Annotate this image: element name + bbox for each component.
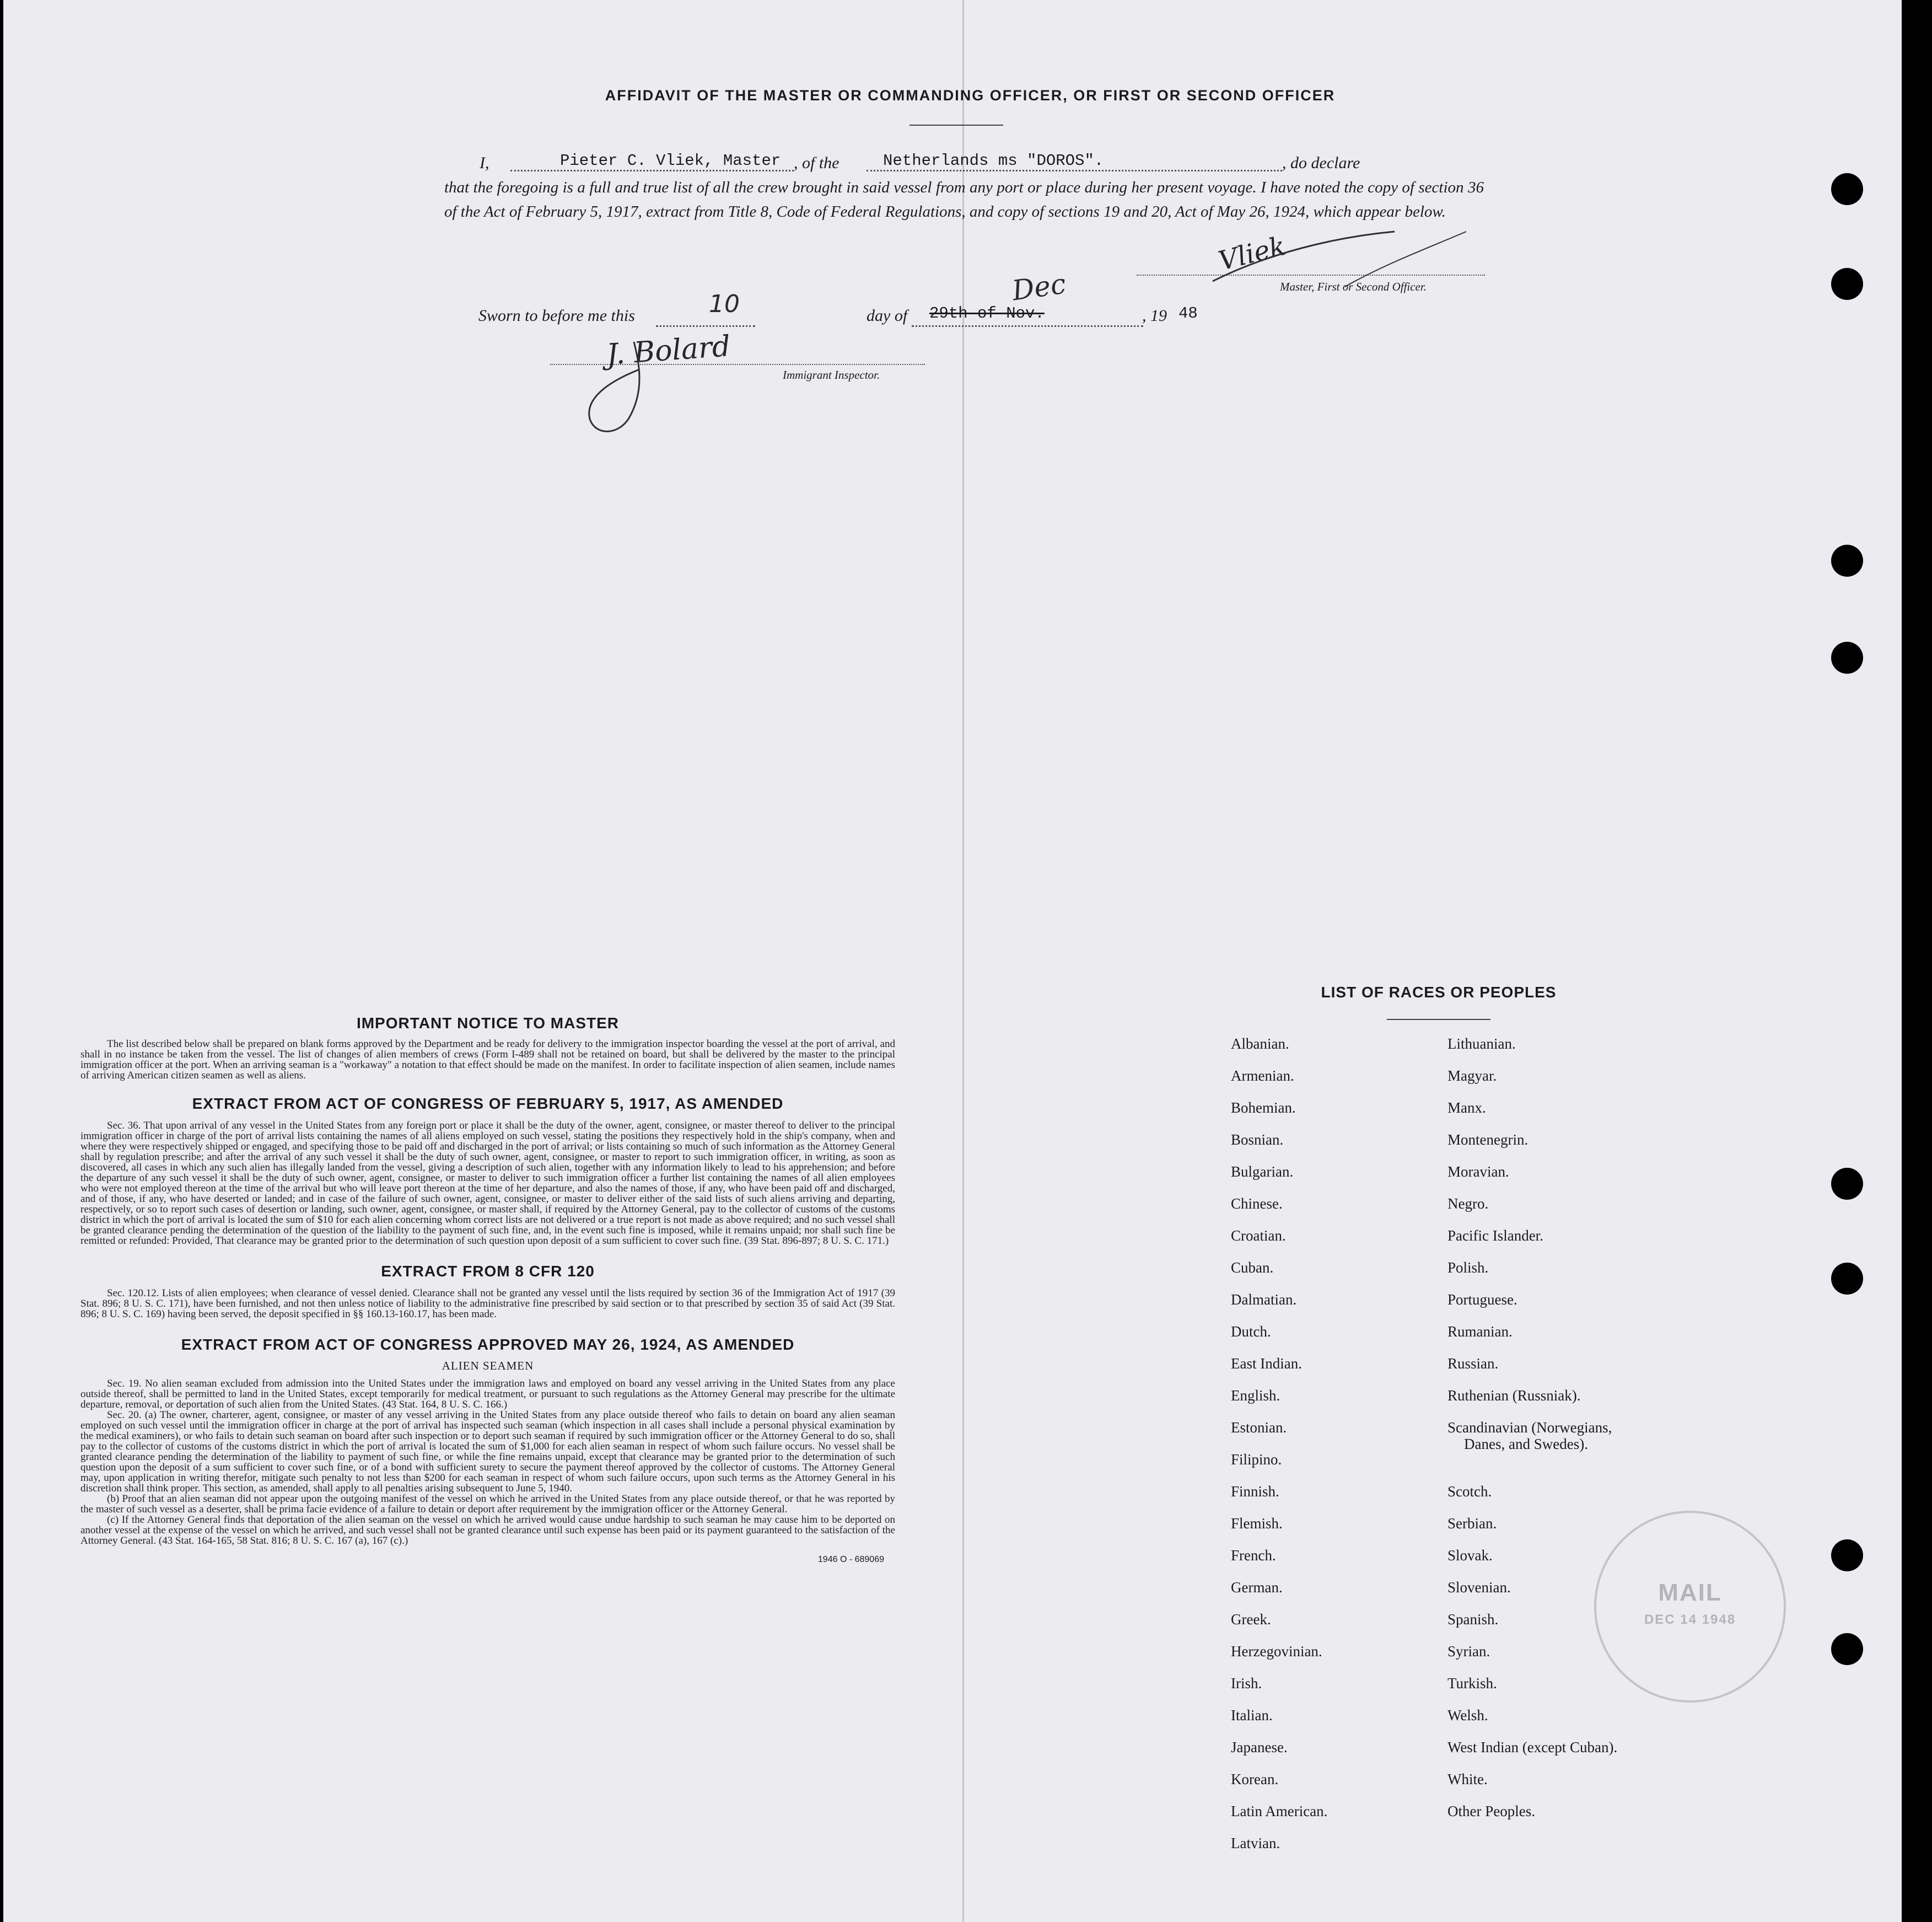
race-item: Ruthenian (Russniak).: [1447, 1387, 1581, 1404]
race-item: Spanish.: [1447, 1611, 1499, 1628]
notice-title: IMPORTANT NOTICE TO MASTER: [356, 1014, 620, 1032]
vessel-name-field: Netherlands ms "DOROS".: [867, 152, 1282, 171]
sworn-line: [444, 267, 1216, 331]
race-item: Slovak.: [1447, 1547, 1493, 1564]
race-item: Latin American.: [1231, 1803, 1328, 1819]
notice-text: The list described below shall be prepared on blank forms approved by the Department and be ready for delivery to the immigration inspector boarding the vessel at the port of arrival, and shall in no instance be taken from the vessel. The list of changes of alien members of crews (Form I-489 shall not be retained on board, but shall be delivered by the master to the principal immigration officer at the port. When an arriving seaman is a "workaway" a notation to that effect should be made on the manifest. In order to facilitate inspection of alien seamen, include names of arriving American citizen seamen as well as aliens.: [80, 1038, 895, 1081]
year-prefix: , 19: [1142, 307, 1167, 325]
race-item: Russian.: [1447, 1355, 1499, 1372]
race-item: Scotch.: [1447, 1483, 1492, 1500]
race-item: Slovenian.: [1447, 1579, 1511, 1596]
punch-hole: [1831, 173, 1863, 205]
punch-hole: [1831, 1168, 1863, 1200]
declare-label: , do declare: [1282, 154, 1360, 172]
punch-hole: [1831, 1539, 1863, 1571]
inspector-caption: Immigrant Inspector.: [783, 368, 880, 382]
race-item: Syrian.: [1447, 1643, 1490, 1660]
race-item: Dutch.: [1231, 1323, 1271, 1340]
race-item: Turkish.: [1447, 1675, 1497, 1692]
race-item: Irish.: [1231, 1675, 1262, 1692]
inspector-signature-loop: [573, 331, 684, 441]
extract-1924-title: EXTRACT FROM ACT OF CONGRESS APPROVED MAY 26, 1924, AS AMENDED: [181, 1336, 795, 1353]
extract-1924-subtitle: ALIEN SEAMEN: [442, 1359, 534, 1372]
race-item: Bulgarian.: [1231, 1163, 1294, 1180]
sworn-label: Sworn to before me this: [478, 307, 635, 325]
race-item: Polish.: [1447, 1259, 1489, 1276]
extract-1924-sec20b: (b) Proof that an alien seaman did not appear upon the outgoing manifest of the vessel on which he arrived in the United States from any place outside thereof, or that he was reported by the master of such vessel as a deserter, shall be prima facie evidence of a failure to detain or deport after requirement by the immigration officer or the Attorney General.: [80, 1493, 895, 1515]
race-item: Chinese.: [1231, 1195, 1283, 1212]
month-struck: 29th of Nov.: [929, 304, 1045, 323]
affidavit-body: that the foregoing is a full and true list of all the crew brought in said vessel from any port or place during her present voyage. I have noted the copy of section 36 of the Act of February 5, 1917, extract from Title 8, Code of Federal Regulations, and copy of sections 19 and 20, Act of May 26, 1924, which appear below.: [444, 179, 1484, 221]
race-item: Negro.: [1447, 1195, 1489, 1212]
title-rule: [910, 125, 1003, 126]
race-item: Pacific Islander.: [1447, 1227, 1543, 1244]
extract-8cfr-title: EXTRACT FROM 8 CFR 120: [381, 1263, 595, 1280]
punch-hole: [1831, 1633, 1863, 1665]
year-value: 48: [1178, 304, 1198, 323]
extract-1924-sec20a: Sec. 20. (a) The owner, charterer, agent, consignee, or master of any vessel arriving in the United States from any place outside thereof who fails to detain on board any alien seaman employed on such vessel until the immigration officer in charge at the port of arrival has inspected such seaman (which inspection in all cases shall include a personal physical examination by the medical examiners), or who fails to detain such seaman on board after such inspection or to deport such seaman if required by such immigration officer or the Attorney General to do so, shall pay to the collector of customs of the customs district in which the port of arrival is located the sum of $1,000 for each alien seaman in respect of whom such failure occurs. No vessel shall be granted clearance pending the determination of the liability to payment of such fine, or while the fine remains unpaid, except that clearance may be granted prior to the determination of such question upon the deposit of a sum sufficient to cover such fine, or of a bond with sufficient surety to secure the payment thereof approved by the collector of customs. The Attorney General may, upon application in writing therefor, mitigate such penalty to not less than $200 for each seaman in respect of whom such failure occurs, upon such terms as the Attorney General in his discretion shall think proper. This section, as amended, shall apply to all penalties arising subsequent to June 5, 1940.: [80, 1409, 895, 1494]
race-item: Armenian.: [1231, 1067, 1294, 1084]
race-item: White.: [1447, 1771, 1488, 1787]
race-item: Croatian.: [1231, 1227, 1286, 1244]
extract-1924-sec20c: (c) If the Attorney General finds that deportation of the alien seaman on the vessel on which he arrived would cause undue hardship to such seaman he may cause him to be deported on another vessel at the expense of the vessel on which he arrived, and such vessel shall not be granted clearance until such expense has been paid or its payment guaranteed to the satisfaction of the Attorney General. (43 Stat. 164-165, 58 Stat. 816; 8 U. S. C. 167 (a), 167 (c).): [80, 1514, 895, 1547]
sworn-day-field: [656, 304, 755, 327]
month-handwritten: Dec: [1010, 267, 1068, 307]
punch-hole: [1831, 268, 1863, 300]
race-item: Montenegrin.: [1447, 1131, 1529, 1148]
race-item: Herzegovinian.: [1231, 1643, 1322, 1660]
punch-hole: [1831, 545, 1863, 577]
day-of-label: day of: [867, 307, 908, 325]
race-item: Magyar.: [1447, 1067, 1497, 1084]
affidavit-title: AFFIDAVIT OF THE MASTER OR COMMANDING OFFICER, OR FIRST OR SECOND OFFICER: [605, 87, 1336, 104]
race-item: Other Peoples.: [1447, 1803, 1535, 1819]
race-item: West Indian (except Cuban).: [1447, 1739, 1618, 1755]
race-item: Scandinavian (Norwegians,: [1447, 1419, 1612, 1436]
race-item: Estonian.: [1231, 1419, 1287, 1436]
extract-8cfr-text: Sec. 120.12. Lists of alien employees; when clearance of vessel denied. Clearance shall not be granted any vessel until the lists required by section 36 of the Immigration Act of 1917 (39 Stat. 896; 8 U. S. C. 171), have been furnished, and not then unless notice of liability to the administrative fine prescribed by said section or to that prescribed by section 35 of said Act (39 Stat. 896; 8 U. S. C. 169) having been served, the deposit specified in §§ 160.13-160.17, has been made.: [80, 1287, 895, 1320]
race-item: Manx.: [1447, 1099, 1486, 1116]
master-caption: Master, First or Second Officer.: [1280, 280, 1427, 293]
race-item: Cuban.: [1231, 1259, 1274, 1276]
race-item: Bohemian.: [1231, 1099, 1296, 1116]
sworn-day: 10: [709, 290, 740, 318]
race-item: Moravian.: [1447, 1163, 1509, 1180]
affidavit-line1: [444, 152, 1486, 174]
race-item: Finnish.: [1231, 1483, 1279, 1500]
print-code: 1946 O - 689069: [817, 1555, 884, 1564]
punch-hole: [1831, 1263, 1863, 1295]
extract-1924-sec19: Sec. 19. No alien seaman excluded from admission into the United States under the immigration laws and employed on board any vessel arriving in the United States from any place outside thereof, shall be permitted to land in the United States, except temporarily for medical treatment, or pursuant to such regulations as the Attorney General may prescribe for the ultimate departure, removal, or deportation of such alien from the United States. (43 Stat. 164, 8 U. S. C. 166.): [80, 1378, 895, 1410]
race-item: Filipino.: [1231, 1451, 1282, 1468]
race-item: Portuguese.: [1447, 1291, 1517, 1308]
race-item: Welsh.: [1447, 1707, 1488, 1724]
race-item: Dalmatian.: [1231, 1291, 1297, 1308]
race-item: Greek.: [1231, 1611, 1271, 1628]
race-item: Flemish.: [1231, 1515, 1283, 1532]
extract-1917-text: Sec. 36. That upon arrival of any vessel in the United States from any foreign port or place it shall be the duty of the owner, agent, consignee, or master thereof to deliver to the principal immigration officer in charge of the port of arrival lists containing the names of all aliens employed on such vessel, stating the positions they respectively hold in the ship's company, when and where they were respectively shipped or engaged, and specifying those to be paid off and discharged in the port of arrival; or lists containing so much of such information as the Attorney General shall by regulation prescribe; and after the arrival of any such vessel it shall be the duty of such owner, agent, consignee, or master to report to such immigration officer, in writing, as soon as discovered, all cases in which any such alien has illegally landed from the vessel, giving a description of such alien, together with any information likely to lead to his apprehension; and before the departure of any such vessel it shall be the duty of such owner, agent, consignee, or master to deliver to such immigration officer a further list containing the names of all alien employees who were not employed thereon at the time of the arrival but who will leave port thereon at the time of her departure, and also the names of those, if any, who have been paid off and discharged, and of those, if any, who have deserted or landed; and in case of the failure of such owner, agent, consignee, or master to deliver either of the said lists of such aliens arriving and departing, respectively, or so to report such cases of desertion or landing, such owner, agent, consignee, or master shall, if required by the Attorney General, pay to the collector of customs of the customs district in which the port of arrival is located the sum of $10 for each alien concerning whom correct lists are not delivered or a true report is not made as above required; and no such vessel shall be granted clearance pending the determination of the question of the liability to the payment of such fine, and, in the event such fine is imposed, while it remains unpaid; nor shall such fine be remitted or refunded: Provided, That clearance may be granted prior to the determination of such question upon deposit of a sum sufficient to cover such fine. (39 Stat. 896-897; 8 U. S. C. 171.): [80, 1120, 895, 1247]
races-title: LIST OF RACES OR PEOPLES: [1321, 984, 1557, 1001]
race-item: Albanian.: [1231, 1035, 1289, 1052]
inspector-signature: J. Bolard: [605, 330, 731, 372]
legal-column: [80, 1014, 895, 1565]
race-item: German.: [1231, 1579, 1283, 1596]
race-item: Latvian.: [1231, 1835, 1280, 1851]
race-item: Bosnian.: [1231, 1131, 1284, 1148]
race-item: Rumanian.: [1447, 1323, 1513, 1340]
of-the-label: , of the: [794, 154, 839, 172]
master-signature: Vliek: [1215, 230, 1289, 277]
race-item: Italian.: [1231, 1707, 1273, 1724]
stamp-line1: MAIL: [1658, 1579, 1722, 1606]
race-item: English.: [1231, 1387, 1280, 1404]
race-item: Serbian.: [1447, 1515, 1497, 1532]
extract-1917-title: EXTRACT FROM ACT OF CONGRESS OF FEBRUARY 5, 1917, AS AMENDED: [192, 1095, 784, 1112]
master-name-field: Pieter C. Vliek, Master: [510, 152, 794, 171]
page-fold: [962, 0, 964, 1922]
race-item: Korean.: [1231, 1771, 1279, 1787]
races-title-rule: [1387, 1019, 1490, 1020]
punch-hole: [1831, 642, 1863, 674]
race-item: Lithuanian.: [1447, 1035, 1516, 1052]
race-item: Japanese.: [1231, 1739, 1288, 1755]
received-stamp: [1594, 1511, 1786, 1703]
i-label: I,: [480, 154, 489, 172]
race-item: East Indian.: [1231, 1355, 1302, 1372]
race-item: Danes, and Swedes).: [1464, 1436, 1588, 1452]
race-item: French.: [1231, 1547, 1276, 1564]
stamp-line2: DEC 14 1948: [1644, 1612, 1736, 1627]
